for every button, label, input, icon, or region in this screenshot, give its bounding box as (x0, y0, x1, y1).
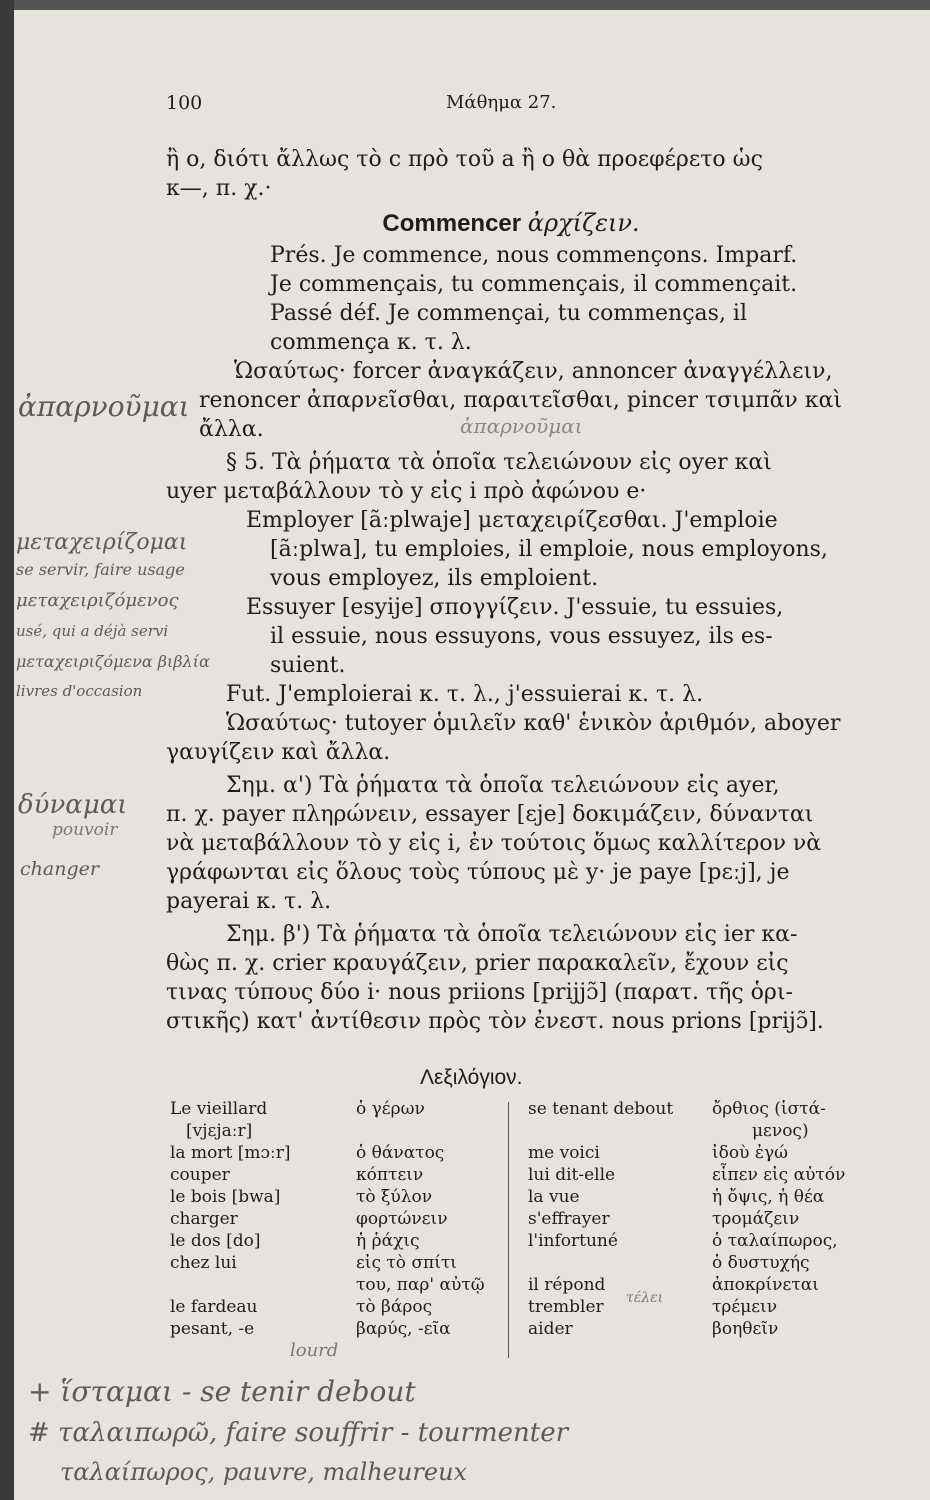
vocab-entry: ὁ γέρων (356, 1099, 425, 1119)
vocab-right-greek (712, 1098, 845, 1340)
vocab-entry: Le vieillard (170, 1099, 268, 1119)
vocab-entry: ὁ δυστυχής (712, 1253, 810, 1273)
text-line: ἄλλα. (199, 417, 264, 442)
text-line: renoncer ἀπαρνεῖσθαι, παραιτεῖσθαι, pincer τσιμπᾶν καὶ (199, 388, 843, 413)
handwritten-note: δύναμαι (18, 790, 128, 820)
vocab-entry: se tenant debout (528, 1099, 674, 1119)
vocab-entry: [vjεjaːr] (186, 1121, 253, 1141)
text-line: Prés. Je commence, nous commençons. Imparf. (270, 243, 798, 268)
text-line: payerai κ. τ. λ. (166, 889, 332, 914)
handwritten-note: se servir, faire usage (16, 560, 185, 579)
text-line: commença κ. τ. λ. (270, 330, 472, 355)
heading-french: Commencer (382, 210, 522, 237)
handwritten-note: μεταχειρίζομαι (16, 530, 188, 555)
vocab-entry (528, 1120, 673, 1142)
vocab-entry: me voici (528, 1143, 600, 1163)
vocab-entry: τὸ ξύλον (356, 1187, 433, 1207)
section-heading (166, 203, 856, 241)
text-line: Ὡσαύτως· forcer ἀναγκάζειν, annoncer ἀναγγέλλειν, (234, 359, 833, 384)
text-line: § 5. Τὰ ῥήματα τὰ ὁποῖα τελειώνουν εἰς oyer καὶ (226, 450, 772, 475)
vocabulary-title: Λεξιλόγιον. (420, 1066, 523, 1089)
vocab-entry: ἡ ὄψις, ἡ θέα (712, 1187, 825, 1207)
text-line: Ὡσαύτως· tutoyer ὁμιλεῖν καθ' ἑνικὸν ἀριθμόν, aboyer (226, 711, 841, 736)
vocab-entry: l'infortuné (528, 1231, 618, 1251)
vocab-entry (170, 1274, 290, 1296)
text-line: ἢ ο, διότι ἄλλως τὸ c πρὸ τοῦ a ἢ o θὰ προεφέρετο ὡς (166, 147, 763, 172)
vocab-entry: la mort [mɔːr] (170, 1143, 291, 1163)
handwritten-note: μεταχειριζόμενος (16, 590, 179, 611)
handwritten-note: usé, qui a déjà servi (16, 622, 169, 640)
vocab-entry: βοηθεῖν (712, 1319, 779, 1339)
vocab-entry: chez lui (170, 1253, 237, 1273)
handwritten-note: μεταχειριζόμενα βιβλία (16, 652, 210, 671)
handwritten-note: ἀπαρνοῦμαι (460, 414, 583, 438)
vocab-entry: φορτώνειν (356, 1209, 448, 1229)
text-line: γαυγίζειν καὶ ἄλλα. (166, 740, 391, 765)
vocab-entry: τρομάζειν (712, 1209, 800, 1229)
vocab-entry: ἰδοὺ ἐγώ (712, 1143, 789, 1163)
heading-greek: ἀρχίζειν. (527, 209, 640, 237)
vocab-entry: ὁ θάνατος (356, 1143, 445, 1163)
vocab-entry: βαρύς, -εῖα (356, 1319, 451, 1339)
vocab-entry: s'effrayer (528, 1209, 610, 1229)
text-line: vous employez, ils emploient. (270, 566, 599, 591)
scan-border-left (0, 0, 14, 1500)
handwritten-note: pouvoir (52, 820, 118, 840)
vocab-entry: κόπτειν (356, 1165, 424, 1185)
vocab-entry: τρέμειν (712, 1297, 778, 1317)
text-line: κ—, π. χ.· (166, 176, 272, 201)
vocab-left-greek (356, 1098, 485, 1340)
text-line: στικῆς) κατ' ἀντίθεσιν πρὸς τὸν ἐνεστ. nous prions [prijɔ̃]. (166, 1009, 824, 1034)
vocab-entry: ὄρθιος (ἱστά- (712, 1099, 826, 1119)
vocab-entry: ὁ ταλαίπωρος, (712, 1231, 838, 1251)
text-line: θὼς π. χ. crier κραυγάζειν, prier παρακαλεῖν, ἔχουν εἰς (166, 951, 789, 976)
handwritten-note: τέλει (626, 1290, 664, 1306)
text-line: Σημ. β') Τὰ ῥήματα τὰ ὁποῖα τελειώνουν εἰς ier κα- (226, 922, 798, 947)
vocab-entry: του, παρ' αὐτῷ (356, 1275, 485, 1295)
page-number: 100 (166, 92, 203, 114)
vocab-entry: μενος) (752, 1121, 809, 1141)
vocab-entry: le bois [bwa] (170, 1187, 281, 1207)
handwritten-note: livres d'occasion (16, 682, 143, 700)
vocab-entry (528, 1252, 673, 1274)
vocab-entry: trembler (528, 1297, 604, 1317)
text-line: τινας τύπους δύο i· nous priions [prijjɔ̃] (παρατ. τῆς ὁρι- (166, 980, 793, 1005)
text-line: γράφωνται εἰς ὅλους τοὺς τύπους μὲ y· je paye [pεːj], je (166, 860, 790, 885)
vocab-entry: aider (528, 1319, 573, 1339)
vocab-entry: εἶπεν εἰς αὐτόν (712, 1165, 846, 1185)
text-line: π. χ. payer πληρώνειν, essayer [εje] δοκιμάζειν, δύνανται (166, 802, 814, 827)
handwritten-note: # ταλαιπωρῶ, faire souffrir - tourmenter (28, 1418, 569, 1448)
handwritten-note: changer (20, 858, 99, 880)
scan-border-top (0, 0, 930, 10)
vocab-entry: pesant, -e (170, 1319, 255, 1339)
text-line: il essuie, nous essuyons, vous essuyez, ils es- (270, 624, 773, 649)
handwritten-note: + ἵσταμαι - se tenir debout (28, 1375, 416, 1408)
vocab-entry: lui dit-elle (528, 1165, 616, 1185)
text-line: Fut. J'emploierai κ. τ. λ., j'essuierai κ. τ. λ. (226, 682, 704, 707)
vocab-left-french (170, 1098, 290, 1340)
vocab-entry (356, 1120, 485, 1142)
text-line: [ãːplwa], tu emploies, il emploie, nous employons, (270, 537, 828, 562)
column-divider (508, 1102, 509, 1358)
vocab-entry: il répond (528, 1275, 606, 1295)
vocab-entry: ἀποκρίνεται (712, 1275, 819, 1295)
text-line: Je commençais, tu commençais, il commençait. (270, 272, 798, 297)
handwritten-note: lourd (290, 1340, 339, 1361)
vocab-entry: le fardeau (170, 1297, 258, 1317)
text-line: Employer [ãːplwaje] μεταχειρίζεσθαι. J'emploie (246, 508, 778, 533)
vocab-entry: la vue (528, 1187, 580, 1207)
handwritten-note: ἀπαρνοῦμαι (18, 390, 190, 423)
text-line: uyer μεταβάλλουν τὸ y εἰς i πρὸ ἀφώνου e· (166, 479, 647, 504)
vocab-entry: ἡ ῥάχις (356, 1231, 420, 1251)
text-line: νὰ μεταβάλλουν τὸ y εἰς i, ἐν τούτοις ὅμως καλλίτερον νὰ (166, 831, 822, 856)
handwritten-note: ταλαίπωρος, pauvre, malheureux (60, 1458, 468, 1486)
running-title: Μάθημα 27. (446, 92, 557, 113)
vocab-entry: le dos [do] (170, 1231, 261, 1251)
text-line: Passé déf. Je commençai, tu commenças, il (270, 301, 748, 326)
vocab-entry: charger (170, 1209, 238, 1229)
vocab-entry: couper (170, 1165, 230, 1185)
text-line: Essuyer [esyije] σπογγίζειν. J'essuie, tu essuies, (246, 595, 784, 620)
body-text (166, 145, 856, 1036)
text-line: Σημ. α') Τὰ ῥήματα τὰ ὁποῖα τελειώνουν εἰς ayer, (226, 773, 780, 798)
vocab-entry: εἰς τὸ σπίτι (356, 1253, 457, 1273)
vocab-entry: τὸ βάρος (356, 1297, 433, 1317)
text-line: suient. (270, 653, 346, 678)
